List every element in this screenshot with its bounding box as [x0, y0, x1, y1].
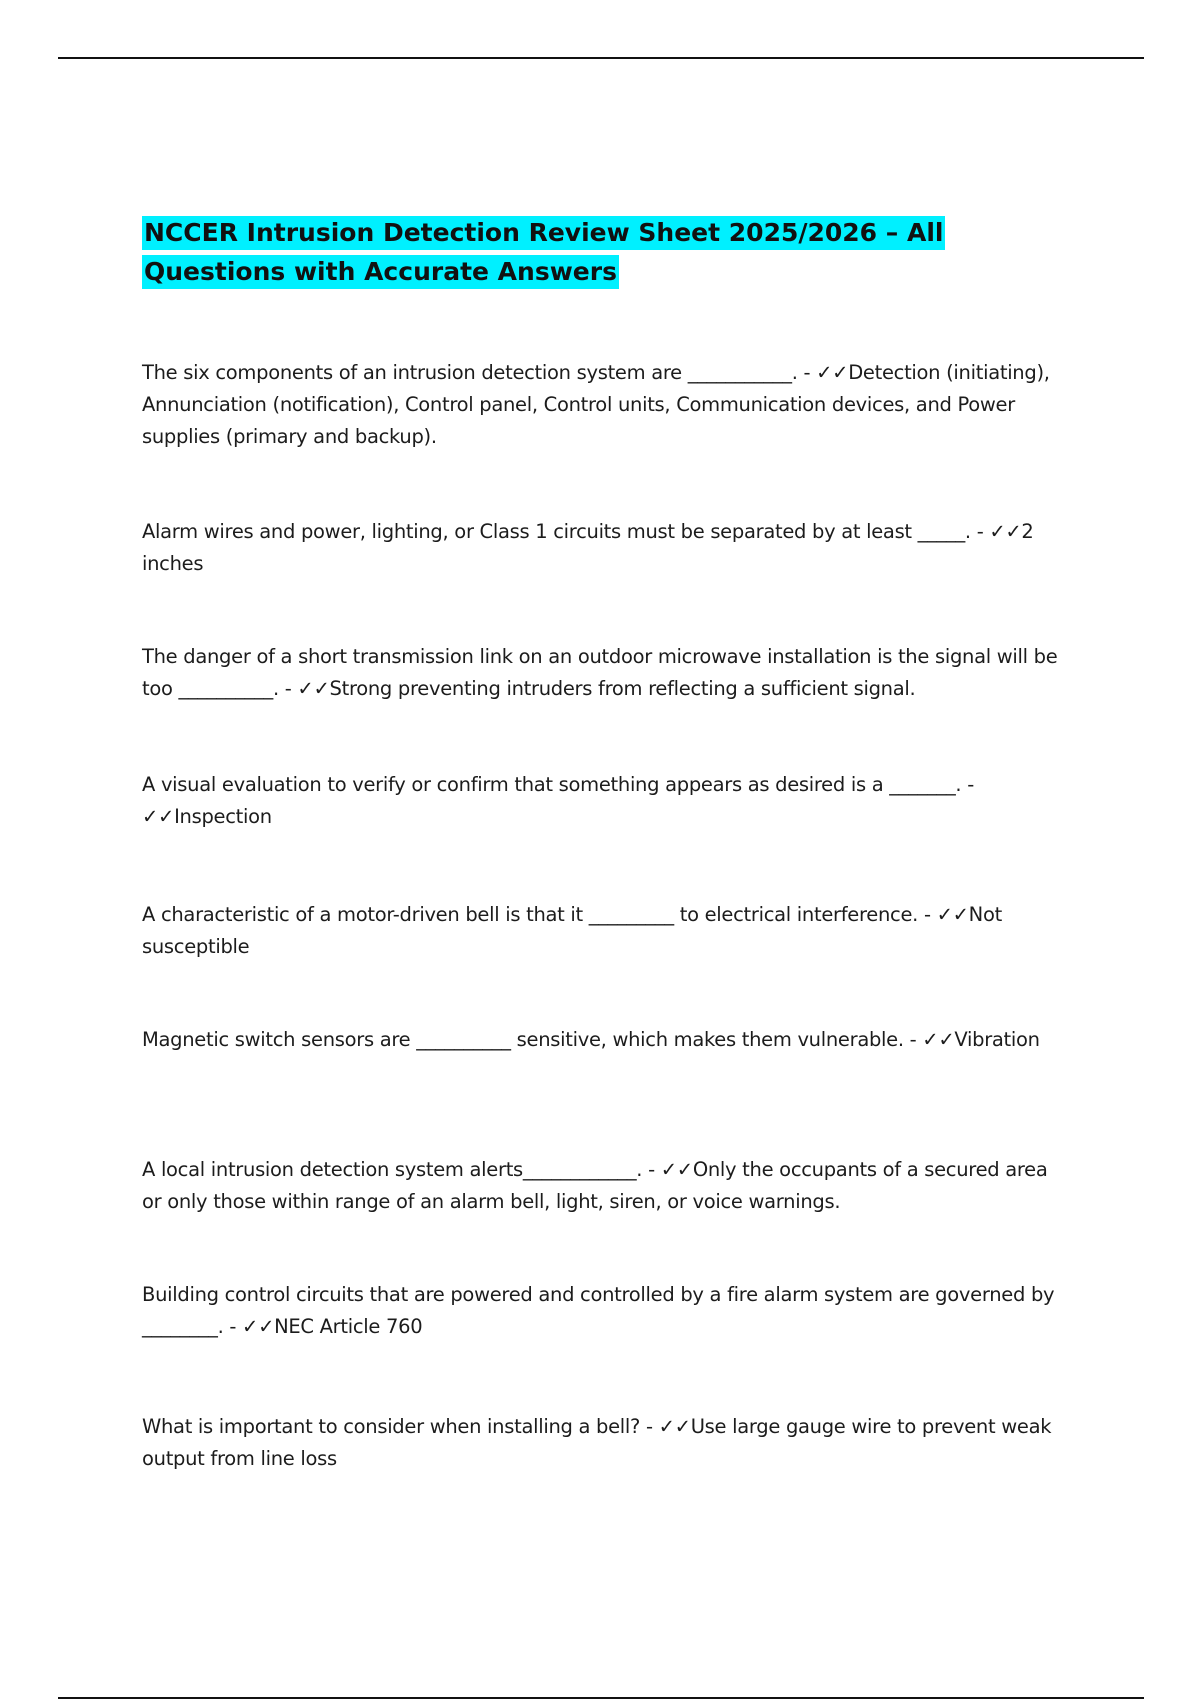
page-title	[142, 213, 1042, 291]
qa-item-3: The danger of a short transmission link on an outdoor microwave installation is the signal will be too __________. - ✓✓Strong preventing intruders from reflecting a sufficient signal.	[142, 645, 1058, 700]
qa-item-1: The six components of an intrusion detection system are ___________. - ✓✓Detection (initiating), Annunciation (notification), Control panel, Control units, Communication devices, and Power supplies (primary and backup).	[142, 361, 1050, 448]
header-rule	[58, 57, 1144, 59]
qa-item-6: Magnetic switch sensors are __________ sensitive, which makes them vulnerable. - ✓✓Vibration	[142, 1028, 1040, 1051]
qa-item-7: A local intrusion detection system alerts____________. - ✓✓Only the occupants of a secured area or only those within range of an alarm bell, light, siren, or voice warnings.	[142, 1158, 1048, 1213]
qa-item-5: A characteristic of a motor-driven bell is that it _________ to electrical interference. - ✓✓Not susceptible	[142, 903, 1002, 958]
qa-item-2: Alarm wires and power, lighting, or Class 1 circuits must be separated by at least _____. - ✓✓2 inches	[142, 520, 1034, 575]
qa-item-4: A visual evaluation to verify or confirm that something appears as desired is a _______. - ✓✓Inspection	[142, 773, 974, 828]
qa-item-8: Building control circuits that are powered and controlled by a fire alarm system are governed by ________. - ✓✓NEC Article 760	[142, 1283, 1055, 1338]
footer-rule	[58, 1697, 1144, 1699]
qa-item-9: What is important to consider when installing a bell? - ✓✓Use large gauge wire to prevent weak output from line loss	[142, 1415, 1052, 1470]
title-highlight: NCCER Intrusion Detection Review Sheet 2025/2026 – All Questions with Accurate Answers	[142, 216, 945, 289]
